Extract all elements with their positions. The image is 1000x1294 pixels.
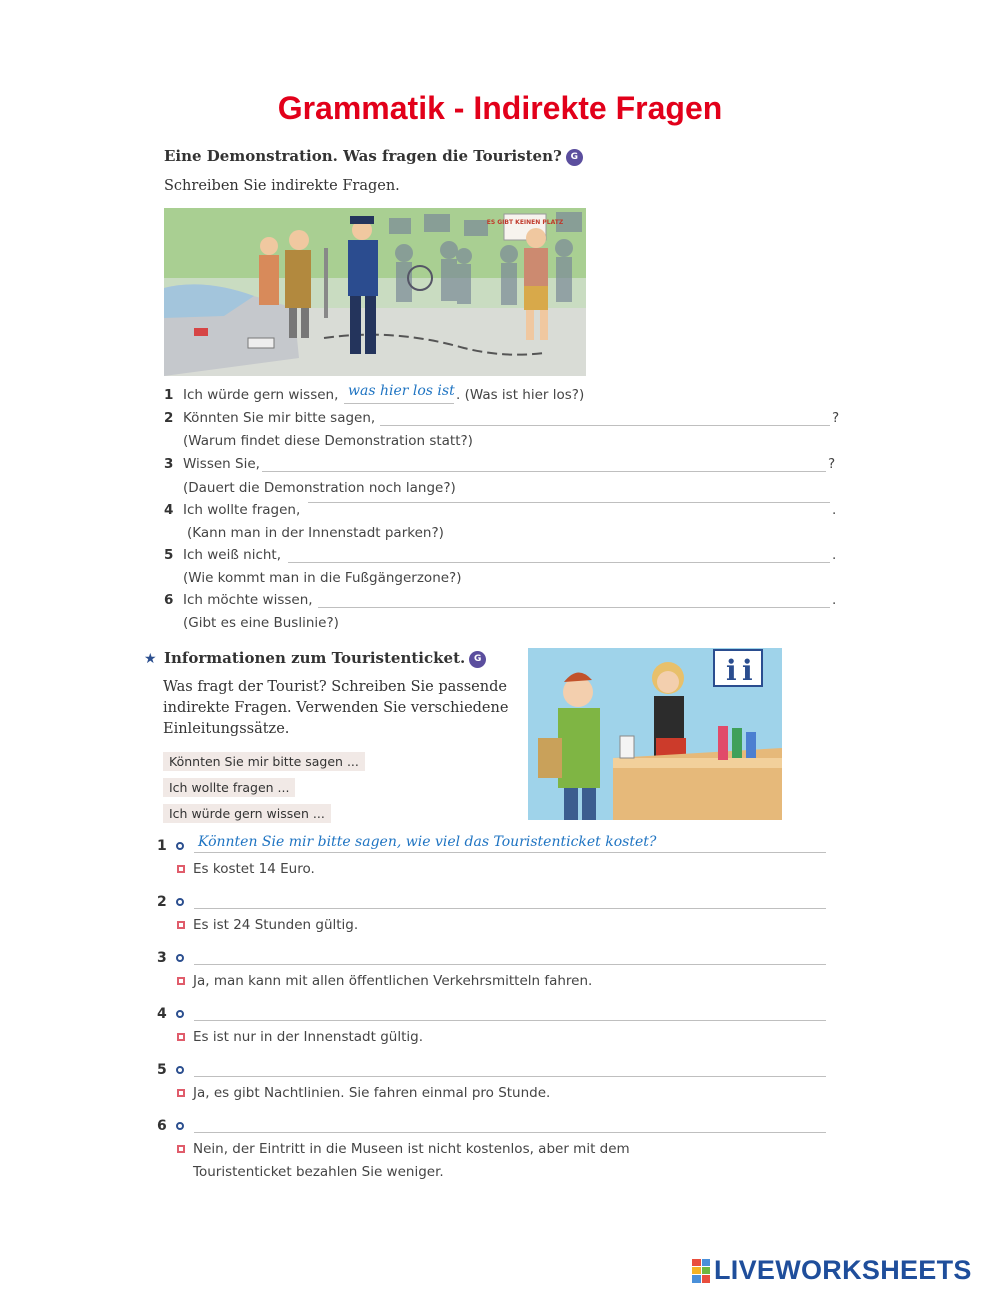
phrase-chip: Könnten Sie mir bitte sagen ... xyxy=(163,752,365,771)
question-field[interactable]: Könnten Sie mir bitte sagen, wie viel das Touristenticket kostet? xyxy=(198,834,657,850)
reply-marker-icon xyxy=(177,921,185,929)
question-field[interactable] xyxy=(194,1132,826,1133)
answer-field[interactable] xyxy=(288,562,830,563)
reply-text: Ja, es gibt Nachtlinien. Sie fahren einmal pro Stunde. xyxy=(193,1085,551,1101)
exercise1-item-3: 3 Wissen Sie, ? xyxy=(164,456,836,472)
liveworksheets-icon xyxy=(692,1259,710,1283)
answer-field[interactable] xyxy=(380,425,830,426)
protest-sign-text: ES GIBT KEINEN PLATZ xyxy=(486,219,564,226)
reply-marker-icon xyxy=(177,1145,185,1153)
question-marker-icon xyxy=(176,842,184,850)
reply-marker-icon xyxy=(177,1089,185,1097)
exercise1-item-4: 4 Ich wollte fragen, . xyxy=(164,502,837,518)
reply-text: Nein, der Eintritt in die Museen ist nicht kostenlos, aber mit dem Touristenticket bezahlen Sie weniger. xyxy=(193,1141,630,1180)
brand-name: LIVEWORKSHEETS xyxy=(714,1255,972,1285)
reply-text: Ja, man kann mit allen öffentlichen Verkehrsmitteln fahren. xyxy=(193,973,593,989)
question-field[interactable] xyxy=(194,1020,826,1021)
exercise1-item-1: 1 Ich würde gern wissen, was hier los ist . (Was ist hier los?) xyxy=(164,383,585,403)
reply-marker-icon xyxy=(177,1033,185,1041)
tourist-info-illustration xyxy=(528,648,782,820)
answer-field[interactable] xyxy=(318,607,830,608)
reply-text: Es ist nur in der Innenstadt gültig. xyxy=(193,1029,423,1045)
question-marker-icon xyxy=(176,1122,184,1130)
question-marker-icon xyxy=(176,1066,184,1074)
svg-text:i: i xyxy=(742,654,753,687)
question-marker-icon xyxy=(176,898,184,906)
exercise1-hint-6: (Gibt es eine Buslinie?) xyxy=(183,615,339,631)
exercise1-hint-5: (Wie kommt man in die Fußgängerzone?) xyxy=(183,570,462,586)
liveworksheets-logo xyxy=(692,1255,972,1286)
phrase-chip: Ich würde gern wissen ... xyxy=(163,804,331,823)
section2-heading: Informationen zum Touristenticket. G xyxy=(164,649,486,668)
exercise1-item-6: 6 Ich möchte wissen, . xyxy=(164,592,837,608)
grammar-badge-icon: G xyxy=(566,149,583,166)
question-marker-icon xyxy=(176,954,184,962)
question-field[interactable] xyxy=(194,964,826,965)
page-title: Grammatik - Indirekte Fragen xyxy=(277,90,723,126)
phrase-chip: Ich wollte fragen ... xyxy=(163,778,295,797)
exercise1-hint-2: (Warum findet diese Demonstration statt?) xyxy=(183,433,473,449)
grammar-badge-icon: G xyxy=(469,651,486,668)
demonstration-illustration xyxy=(164,208,586,376)
reply-marker-icon xyxy=(177,865,185,873)
exercise1-hint-4: (Kann man in der Innenstadt parken?) xyxy=(187,525,444,541)
reply-marker-icon xyxy=(177,977,185,985)
section1-heading: Eine Demonstration. Was fragen die Touristen? G xyxy=(164,147,583,166)
exercise1-item-2: 2 Könnten Sie mir bitte sagen, ? xyxy=(164,410,840,426)
answer-field[interactable] xyxy=(262,471,826,472)
answer-field[interactable]: was hier los ist xyxy=(348,383,455,399)
info-sign-icon: i xyxy=(726,654,737,687)
section2-instruction: Was fragt der Tourist? Schreiben Sie passende indirekte Fragen. Verwenden Sie verschiedene Einleitungssätze. xyxy=(163,679,509,737)
exercise1-item-5: 5 Ich weiß nicht, . xyxy=(164,547,837,563)
section1-instruction: Schreiben Sie indirekte Fragen. xyxy=(164,178,400,194)
reply-text: Es ist 24 Stunden gültig. xyxy=(193,917,359,933)
exercise1-hint-3: (Dauert die Demonstration noch lange?) xyxy=(183,480,456,496)
answer-field[interactable] xyxy=(308,502,830,503)
star-icon: ★ xyxy=(144,651,157,667)
question-field[interactable] xyxy=(194,1076,826,1077)
question-marker-icon xyxy=(176,1010,184,1018)
question-field[interactable] xyxy=(194,908,826,909)
reply-text: Es kostet 14 Euro. xyxy=(193,861,315,877)
